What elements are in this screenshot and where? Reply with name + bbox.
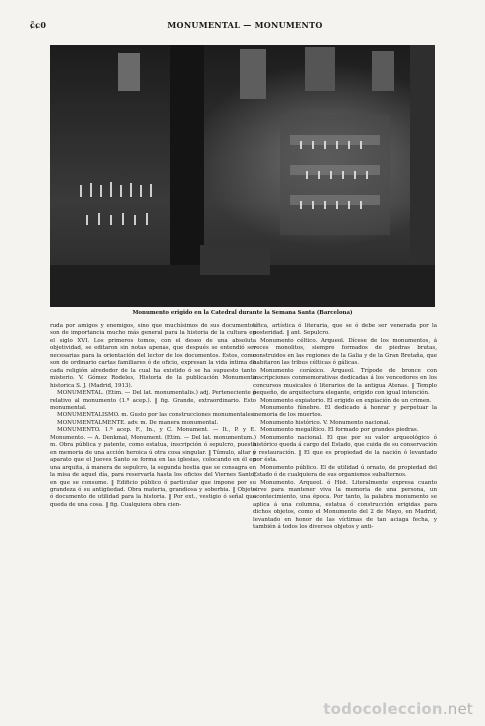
running-title: MONUMENTAL — MONUMENTO (167, 20, 323, 30)
watermark-suffix: .net (442, 700, 473, 718)
left-column (50, 323, 256, 509)
entry-arqueol: Monumento. Arqueol. ó Hist. Literalmente expresa cuanto sirve para mantener viva la memoria de una persona, un acontecimiento, una época. Por tanto, la palabra monumento se aplica á una columna, estatua ó construcción erigidas para dichos objetos, como el Monumento del 2 de Mayo, en Madrid, levantado en honor de las víctimas de tan aciaga fecha, y también á todos los diversos objetos y anti- (253, 479, 437, 531)
entry-monumentalmente: MONUMENTALMENTE. adv. m. De manera monumental. (57, 419, 219, 426)
entry-expiatorio: Monumento expiatorio. El erigido en expiación de un crimen. (260, 397, 432, 404)
paragraph: ruda por amigos y enemigos, sino que muchísimos de sus documentos son de importancia mucho más general para la historia de la cultura en el siglo XVI. Los primeros tomos, con el deseo de una absoluta objetividad, se editaron sin notas apenas, que después se entendió ser necesarias para la orientación del lector de los documentos. Estos, como son de ordinario cartas familiares ó de oficio, expresan la vida íntima de cada religión alrededor de la cual ha existido ó se ha supuesto tanto misterio. V. Gómez Rodeles, Historia de la publicación Monumenta historica S. J. (Madrid, 1913). (50, 323, 256, 389)
page-number: ɕ̃ɕ0 (30, 20, 47, 30)
entry-monumentalismo: MONUMENTALISMO. m. Gusto por las construcciones monumentales. (57, 412, 256, 419)
entry-coraxico: Monumento coráxico. Arqueol. Trípode de bronce con inscripciones conmemorativas dedicadas á los vencedores en los concursos musicales ó literarios de la antigua Atenas. ‖ Templo pequeño, de arquitectura elegante, erigido con igual intención. (253, 367, 437, 397)
watermark-name: todocoleccion (323, 700, 443, 718)
entry-megalitico: Monumento megalítico. El formado por grandes piedras. (260, 427, 419, 434)
entry-funebre: Monumento fúnebre. El dedicado á honrar y perpetuar la memoria de los muertos. (253, 404, 437, 419)
entry-monumento: MONUMENTO. 1.ª acep. F., In., y C. Monument. — It., P. y E. Monumento. — A. Denkmal, Monument. (Etim. — Del lat. monumentum.) m. Obra pública y patente, como estatua, inscripción ó sepulcro, puesta en memoria de una acción heroica ú otra cosa singular. ‖ Túmulo, altar ó aparato que el Jueves Santo se forma en las iglesias, colocando en él en una arquita, á manera de sepulcro, la segunda hostia que se consagra en la misa de aquel día, para reservarla hasta los oficios del Viernes Santo, en que se consume. ‖ Edificio público ó particular que impone por su grandeza ó su antigüedad. Obra materia, grandiosa y soberbia. ‖ Objeto ó documento de utilidad para la historia. ‖ Por ext., vestigio ó señal que queda de una cosa. ‖ fig. Cualquiera obra cien- (50, 427, 256, 508)
page-header (30, 20, 460, 34)
photo-caption: Monumento erigido en la Catedral durante la Semana Santa (Barcelona) (132, 310, 353, 316)
entry-publico: Monumento público. El de utilidad ú ornato, de propiedad del Estado ó de cualquiera de sus organismos subalternos. (253, 464, 437, 479)
entry-celtico: Monumento céltico. Arqueol. Dícese de los monumentos, á veces monolitos, siempre formados de piedras brutas, construidos en las regiones de la Galia y de la Gran Bretaña, que habitaron las tribus célticas ó gálicas. (253, 337, 437, 367)
paragraph: tífica, artística ó literaria, que se ó debe ser venerada por la posteridad. ‖ ant. Sepulcro. (253, 323, 437, 337)
cathedral-photo (50, 45, 435, 307)
watermark-logo (323, 700, 473, 718)
entry-monumental: MONUMENTAL. (Etim. — Del lat. monumentalis.) adj. Perteneciente ó relativo al monumento (1.ª acep.). ‖ fig. Grande, extraordinario. Esto monumental. (50, 390, 256, 411)
entry-historico: Monumento histórico. V. Monumento nacional. (260, 419, 391, 426)
entry-nacional: Monumento nacional. El que por su valor arqueológico ó histórico queda á cargo del Estado, que cuida de su conservación y restauración. ‖ El que es propiedad de la nación ó levantado por ésta. (253, 434, 437, 464)
right-column (253, 323, 437, 532)
